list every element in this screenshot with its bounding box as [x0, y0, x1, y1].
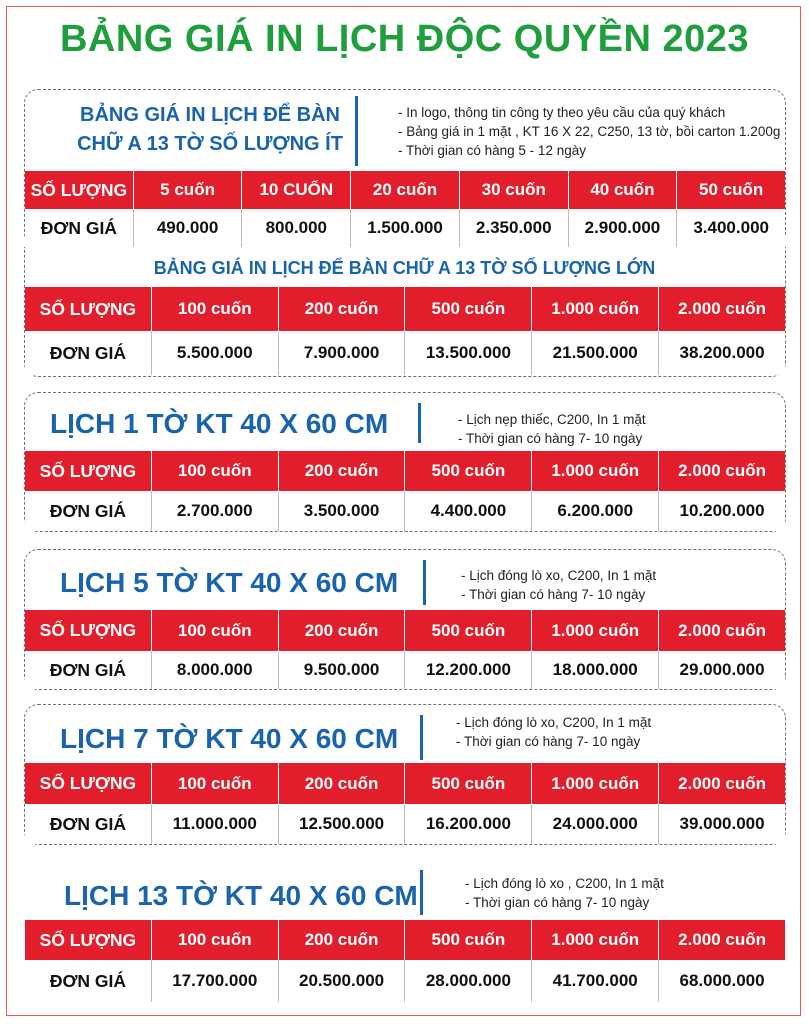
section-divider — [355, 96, 358, 166]
price-cell: 20.500.000 — [278, 960, 405, 1002]
note-line: - Thời gian có hàng 7- 10 ngày — [456, 734, 641, 749]
section-notes-5-sheet — [461, 566, 656, 604]
quantity-cell: 20 cuốn — [350, 171, 459, 209]
section-divider — [418, 403, 421, 443]
price-cell: 68.000.000 — [658, 960, 785, 1002]
quantity-cell: 2.000 cuốn — [658, 610, 785, 651]
quantity-label: SỐ LƯỢNG — [39, 929, 137, 950]
quantity-cell: 500 cuốn — [404, 287, 531, 331]
price-cell: 3.400.000 — [676, 209, 785, 247]
section-notes-13-sheet — [465, 874, 664, 912]
price-cell: 11.000.000 — [151, 804, 278, 844]
quantity-cell: 200 cuốn — [278, 920, 405, 960]
quantity-header-row — [25, 171, 785, 209]
section-title-13-sheet: LỊCH 13 TỜ KT 40 X 60 CM — [64, 880, 418, 911]
price-row — [25, 651, 785, 689]
price-cell: 2.350.000 — [459, 209, 568, 247]
price-cell: 10.200.000 — [658, 491, 785, 531]
quantity-cell: 1.000 cuốn — [531, 451, 658, 491]
quantity-cell: 30 cuốn — [459, 171, 568, 209]
quantity-header-row — [25, 451, 785, 491]
price-cell: 17.700.000 — [151, 960, 278, 1002]
quantity-cell: 100 cuốn — [151, 920, 278, 960]
price-cell: 8.000.000 — [151, 651, 278, 689]
price-label: ĐƠN GIÁ — [49, 970, 126, 991]
note-line: - Lịch đóng lò xo, C200, In 1 mặt — [461, 568, 657, 583]
quantity-cell: 2.000 cuốn — [658, 920, 785, 960]
price-row — [25, 209, 785, 247]
quantity-header-row — [25, 763, 785, 804]
price-row — [25, 960, 785, 1002]
quantity-cell: 1.000 cuốn — [531, 763, 658, 804]
note-line: - Lịch đóng lò xo, C200, In 1 mặt — [456, 715, 652, 730]
price-cell: 2.700.000 — [151, 491, 278, 531]
page-title: BẢNG GIÁ IN LỊCH ĐỘC QUYỀN 2023 — [59, 18, 750, 60]
quantity-label: SỐ LƯỢNG — [39, 620, 137, 640]
price-cell: 3.500.000 — [278, 491, 405, 531]
price-cell: 800.000 — [241, 209, 350, 247]
section-notes-1-sheet — [458, 410, 646, 448]
price-cell: 2.900.000 — [568, 209, 677, 247]
quantity-cell: 5 cuốn — [133, 171, 242, 209]
price-cell: 38.200.000 — [658, 331, 785, 375]
quantity-label: SỐ LƯỢNG — [39, 773, 137, 793]
quantity-cell: 2.000 cuốn — [658, 763, 785, 804]
quantity-cell: 500 cuốn — [404, 451, 531, 491]
price-cell: 18.000.000 — [531, 651, 658, 689]
quantity-cell: 1.000 cuốn — [531, 287, 658, 331]
section-title-7-sheet: LỊCH 7 TỜ KT 40 X 60 CM — [60, 723, 399, 754]
quantity-cell: 10 CUỐN — [241, 171, 350, 209]
price-cell: 12.500.000 — [278, 804, 405, 844]
quantity-cell: 500 cuốn — [404, 763, 531, 804]
quantity-cell: 100 cuốn — [151, 451, 278, 491]
note-line: - Thời gian có hàng 7- 10 ngày — [458, 431, 643, 446]
quantity-cell: 200 cuốn — [278, 287, 405, 331]
price-cell: 16.200.000 — [404, 804, 531, 844]
note-line: - Thời gian có hàng 5 - 12 ngày — [398, 143, 586, 158]
price-cell: 5.500.000 — [151, 331, 278, 375]
price-row — [25, 331, 785, 375]
quantity-cell: 1.000 cuốn — [531, 920, 658, 960]
note-line: - Bảng giá in 1 mặt , KT 16 X 22, C250, 13 tờ, bồi carton 1.200g — [398, 124, 781, 139]
section-divider — [423, 560, 426, 605]
quantity-cell: 2.000 cuốn — [658, 287, 785, 331]
price-row — [25, 804, 785, 844]
note-line: - Thời gian có hàng 7- 10 ngày — [465, 895, 650, 910]
section-divider — [420, 715, 423, 760]
price-cell: 4.400.000 — [404, 491, 531, 531]
price-label: ĐƠN GIÁ — [49, 813, 126, 834]
price-cell: 12.200.000 — [404, 651, 531, 689]
quantity-cell: 100 cuốn — [151, 763, 278, 804]
section-title-small-desk-line1: BẢNG GIÁ IN LỊCH ĐỂ BÀN — [80, 104, 340, 126]
quantity-header-row — [25, 287, 785, 331]
quantity-cell: 2.000 cuốn — [658, 451, 785, 491]
quantity-cell: 1.000 cuốn — [531, 610, 658, 651]
section-title-5-sheet: LỊCH 5 TỜ KT 40 X 60 CM — [60, 567, 399, 598]
price-label: ĐƠN GIÁ — [49, 500, 126, 521]
price-cell: 6.200.000 — [531, 491, 658, 531]
section-title-1-sheet: LỊCH 1 TỜ KT 40 X 60 CM — [50, 408, 389, 439]
note-line: - In logo, thông tin công ty theo yêu cầu của quý khách — [398, 105, 726, 120]
price-cell: 28.000.000 — [404, 960, 531, 1002]
price-cell: 1.500.000 — [350, 209, 459, 247]
quantity-cell: 100 cuốn — [151, 287, 278, 331]
quantity-cell: 200 cuốn — [278, 763, 405, 804]
section-title-small-desk-line2: CHỮ A 13 TỜ SỐ LƯỢNG ÍT — [77, 133, 343, 155]
quantity-cell: 200 cuốn — [278, 451, 405, 491]
price-cell: 7.900.000 — [278, 331, 405, 375]
quantity-cell: 50 cuốn — [676, 171, 785, 209]
quantity-cell: 100 cuốn — [151, 610, 278, 651]
price-cell: 13.500.000 — [404, 331, 531, 375]
quantity-cell: 200 cuốn — [278, 610, 405, 651]
price-cell: 21.500.000 — [531, 331, 658, 375]
quantity-label: SỐ LƯỢNG — [39, 460, 137, 481]
price-cell: 41.700.000 — [531, 960, 658, 1002]
section-title-large-desk: BẢNG GIÁ IN LỊCH ĐỂ BÀN CHỮ A 13 TỜ SỐ LƯỢNG LỚN — [153, 258, 656, 278]
section-notes-7-sheet — [456, 713, 651, 751]
note-line: - Lịch nẹp thiếc, C200, In 1 mặt — [458, 412, 646, 427]
quantity-cell: 500 cuốn — [404, 610, 531, 651]
note-line: - Lịch đóng lò xo , C200, In 1 mặt — [465, 876, 664, 891]
section-notes-small-desk — [398, 103, 780, 160]
price-cell: 490.000 — [133, 209, 242, 247]
price-row — [25, 491, 785, 531]
section-divider — [420, 870, 423, 915]
quantity-cell: 500 cuốn — [404, 920, 531, 960]
note-line: - Thời gian có hàng 7- 10 ngày — [461, 587, 646, 602]
price-label: ĐƠN GIÁ — [49, 659, 126, 680]
quantity-header-row — [25, 920, 785, 960]
quantity-cell: 40 cuốn — [568, 171, 677, 209]
price-label: ĐƠN GIÁ — [40, 217, 117, 238]
price-cell: 9.500.000 — [278, 651, 405, 689]
quantity-label: SỐ LƯỢNG — [39, 298, 137, 319]
price-label: ĐƠN GIÁ — [49, 342, 126, 363]
price-cell: 39.000.000 — [658, 804, 785, 844]
price-cell: 29.000.000 — [658, 651, 785, 689]
price-cell: 24.000.000 — [531, 804, 658, 844]
quantity-label: SỐ LƯỢNG — [30, 179, 128, 200]
quantity-header-row — [25, 610, 785, 651]
